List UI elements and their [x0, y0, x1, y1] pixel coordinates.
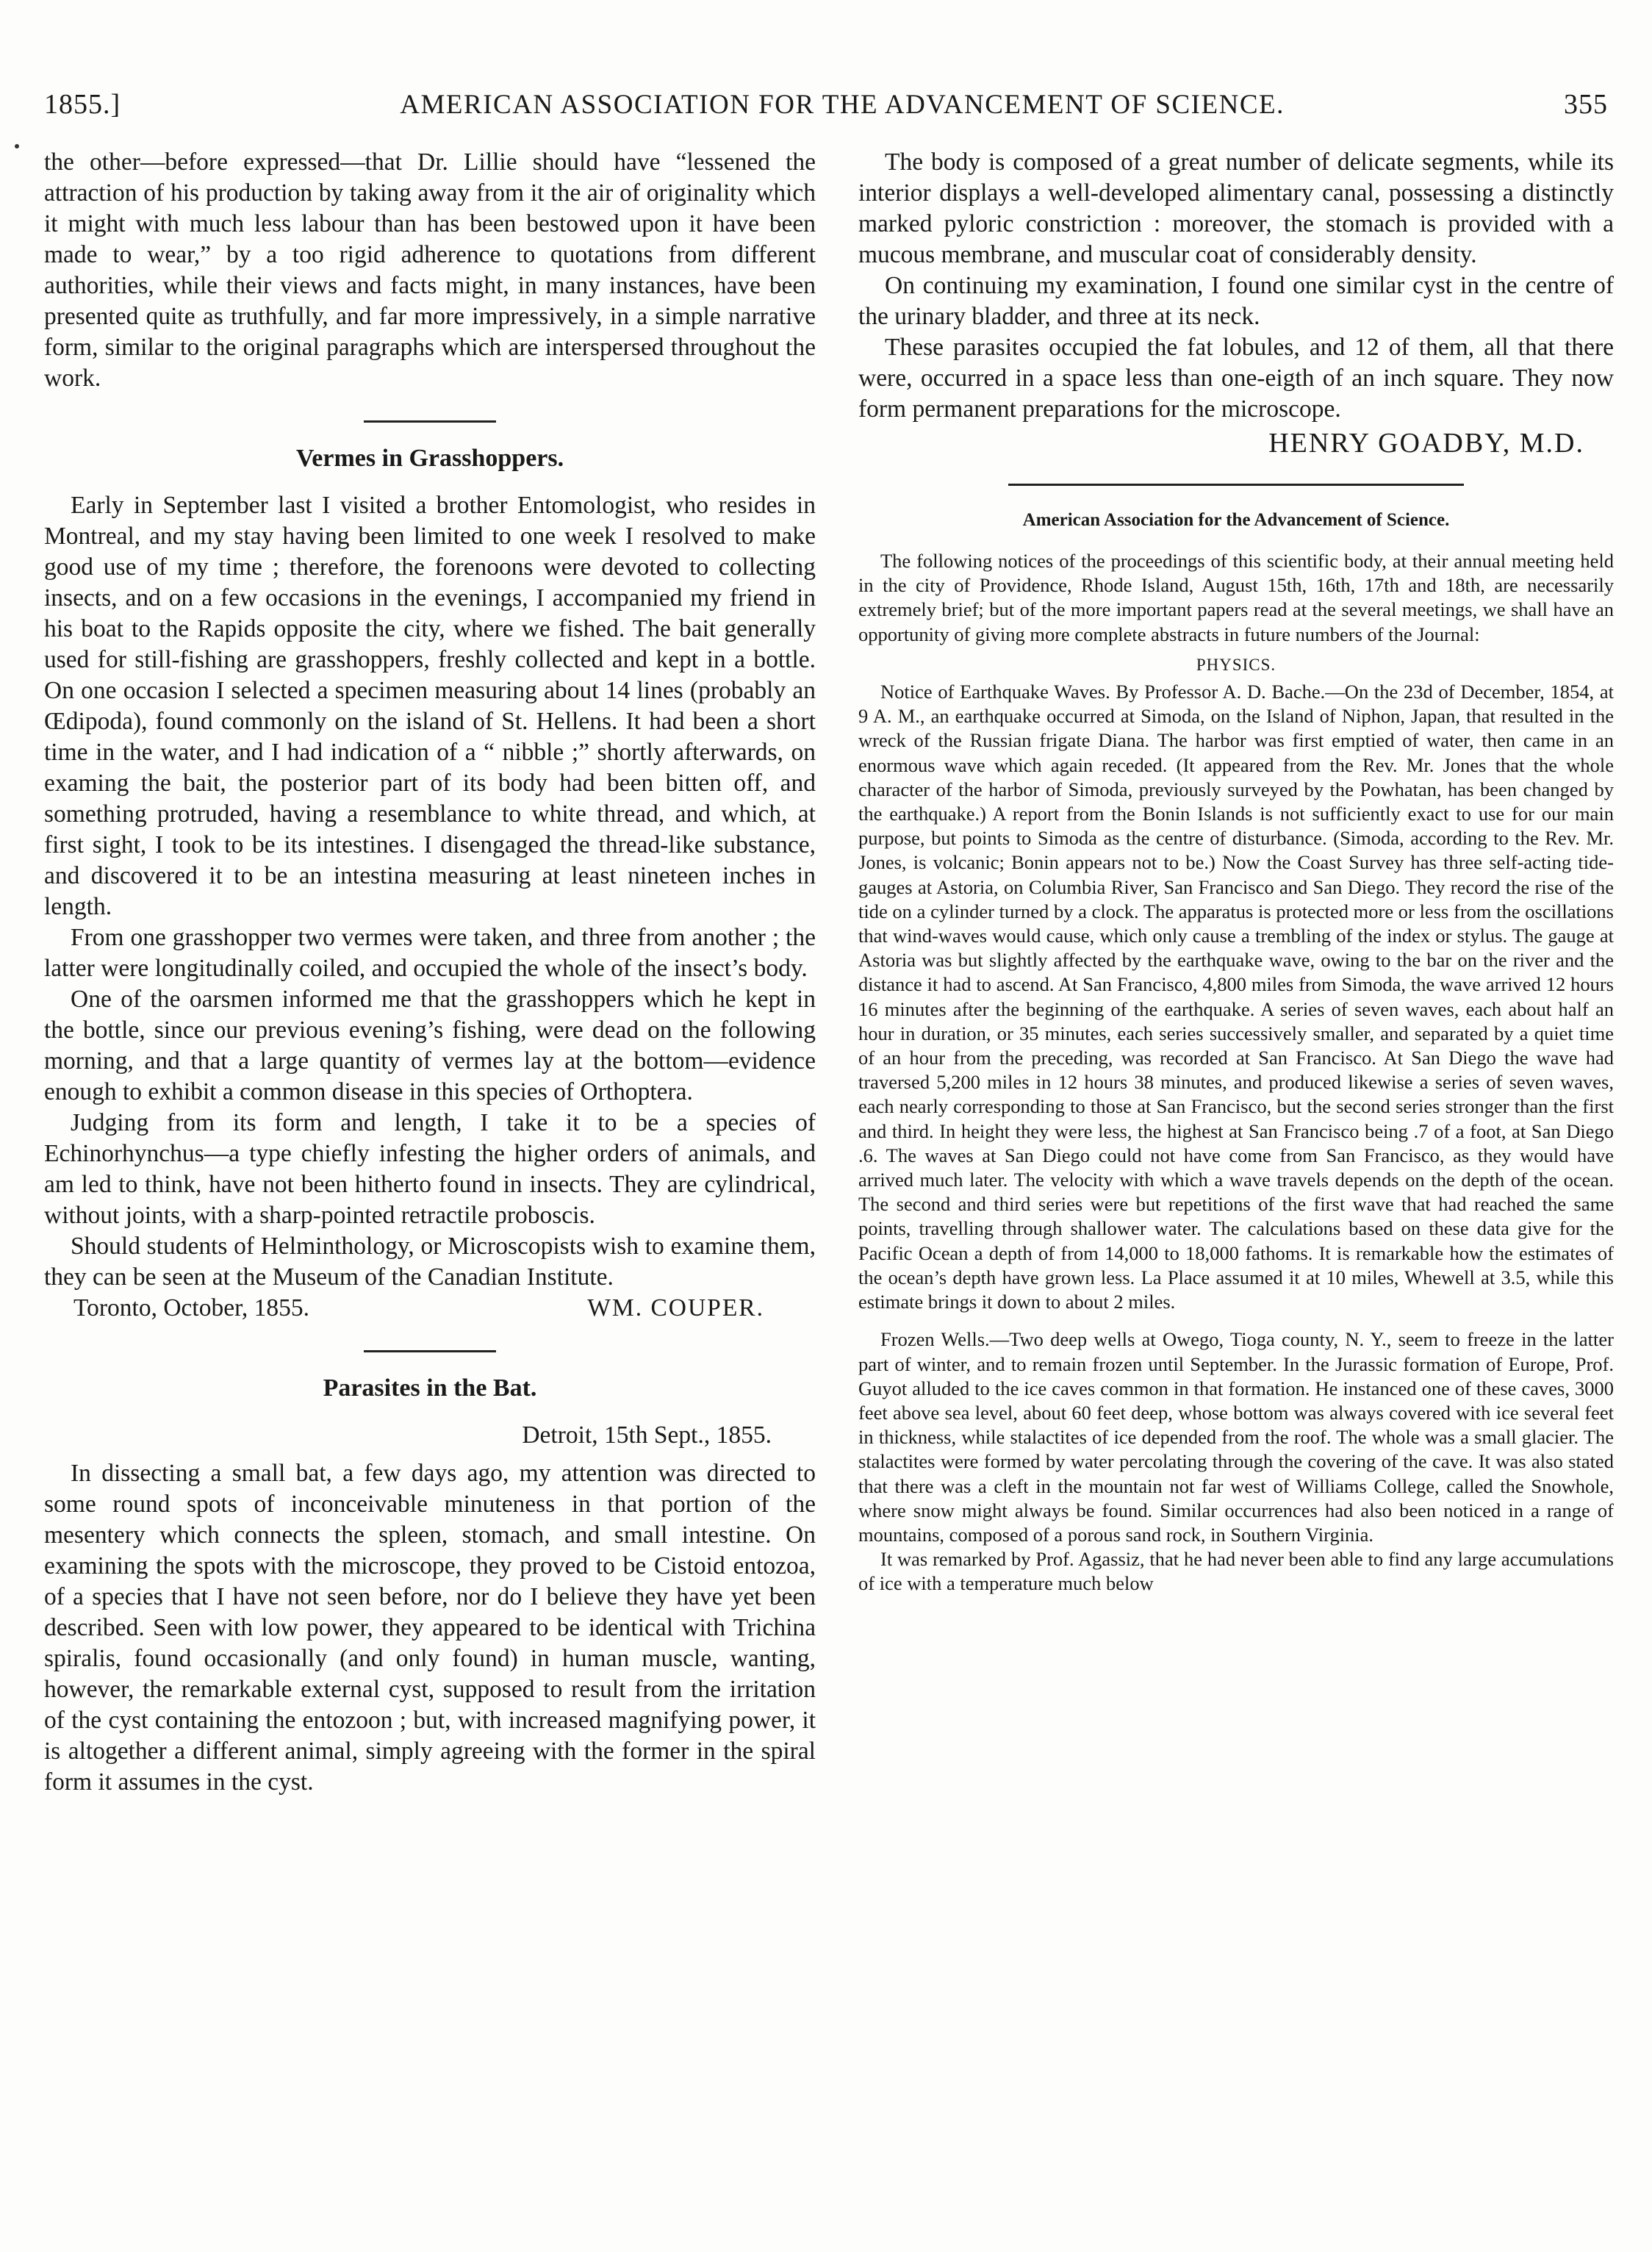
- paragraph: The following notices of the proceedings of this scientific body, at their annual meeting held in the city of Providence, Rhode Island, August 15th, 16th, 17th and 18th, are necessarily extremely brief; but of the more important papers read at the several meetings, we shall have an opportunity of giving more complete abstracts in future numbers of the Journal:: [858, 550, 1614, 645]
- paragraph: Early in September last I visited a brother Entomologist, who resides in Montreal, and my stay having been limited to one week I resolved to make good use of my time ; therefore, the forenoons were devoted to collecting insects, and on a few occasions in the evenings, I accompanied my friend in his boat to the Rapids opposite the city, where we fished. The bait generally used for still-fishing are grasshoppers, freshly collected and kept in a bottle. On one occasion I selected a specimen measuring about 14 lines (probably an Œdipoda), found commonly on the island of St. Hellens. It had been a short time in the water, and I had indication of a “ nibble ;” shortly afterwards, on examing the bait, the posterior part of its body had been bitten off, and something protruded, having a resemblance to white thread, and which, at first sight, I took to be its intestines. I disengaged the thread-like substance, and discovered it to be an intestina measuring at least nineteen inches in length.: [44, 492, 816, 920]
- paragraph: In dissecting a small bat, a few days ago, my attention was directed to some round spots of inconceivable minuteness in that portion of the mesentery which connects the spleen, stomach, and small intestine. On examining the spots with the microscope, they proved to be Cistoid entozoa, of a species that I have not seen before, nor do I believe they have yet been described. Seen with low power, they appeared to be identical with Trichina spiralis, found occasionally (and only found) in human muscle, wanting, however, the remarkable external cyst, supposed to result from the irritation of the cyst containing the entozoon ; but, with increased magnifying power, it is altogether a different animal, simply agreeing with the former in the spiral form it assumes in the cyst.: [44, 1460, 816, 1796]
- paragraph: On continuing my examination, I found one similar cyst in the centre of the urinary bladder, and three at its neck.: [858, 272, 1614, 330]
- signature-place: Toronto, October, 1855.: [73, 1294, 310, 1322]
- left-column: [44, 147, 816, 2223]
- spacer: [858, 1314, 1614, 1327]
- section-heading-bat: Parasites in the Bat.: [323, 1374, 537, 1402]
- dateline: Detroit, 15th Sept., 1855.: [522, 1421, 772, 1449]
- paragraph: One of the oarsmen informed me that the grasshoppers which he kept in the bottle, since our previous evening’s fishing, were dead on the following morning, and that a large quantity of vermes lay at the bottom—evidence enough to exhibit a common disease in this species of Orthoptera.: [44, 986, 816, 1105]
- paragraph: the other—before expressed—that Dr. Lillie should have “lessened the attraction of his production by taking away from it the air of originality which it might with much less labour than has been bestowed upon it have been made to wear,” by a too rigid adherence to quotations from different authorities, while their views and facts might, in many instances, have been presented quite as truthfully, and far more impressively, in a simple narrative form, similar to the original paragraphs which are interspersed throughout the work.: [44, 148, 816, 392]
- section-divider: [1008, 484, 1464, 486]
- header-year: 1855.]: [44, 89, 121, 120]
- signature-line: [44, 1293, 816, 1324]
- paragraph: Notice of Earthquake Waves. By Professor A. D. Bache.—On the 23d of December, 1854, at 9 A. M., an earthquake occurred at Simoda, on the Island of Niphon, Japan, that resulted in the wreck of the Russian frigate Diana. The harbor was first emptied of water, then came in an enormous wave which again receded. (It appeared from the Rev. Mr. Jones that the whole character of the harbor of Simoda, previously surveyed by the Powhatan, has been changed by the earthquake.) A report from the Bonin Islands is not sufficiently exact to use for our main purpose, but points to Simoda as the centre of disturbance. (Simoda, according to the Rev. Mr. Jones, is volcanic; Bonin appears not to be.) Now the Coast Survey has three self-acting tide-gauges at Astoria, on Columbia River, San Francisco and San Diego. They record the rise of the tide on a cylinder turned by a clock. The apparatus is protected more or less from the oscillations that wind-waves would cause, which only cause a trembling of the index or stylus. The gauge at Astoria was but slightly affected by the earthquake wave, owing to the bar on the river and the distance it had to ascend. At San Francisco, 4,800 miles from Simoda, the wave arrived 12 hours 16 minutes after the beginning of the earthquake. A series of seven waves, each about half an hour in duration, or 35 minutes, each series successively smaller, and separated by a quiet time of an hour from the preceding, was recorded at San Francisco. At San Diego the wave had traversed 5,200 miles in 12 hours 38 minutes, and produced likewise a series of seven waves, each nearly corresponding to those at San Francisco, but the second series stronger than the first and third. In height they were less, the highest at San Francisco being .7 of a foot, at San Diego .6. The waves at San Diego could not have come from San Francisco, as they would have arrived much later. The velocity with which a wave travels depends on the depth of the ocean. The second and third series were but repetitions of the first wave that had reached the same points, travelling through shallower water. The calculations based on these data give for the Pacific Ocean a depth of from 14,000 to 18,000 fathoms. It is remarkable how the estimates of the ocean’s depth have grown less. La Place assumed it at 10 miles, Whewell at 3.5, while this estimate brings it down to about 2 miles.: [858, 681, 1614, 1313]
- section-heading-aaas: American Association for the Advancement of Science.: [1022, 510, 1450, 530]
- paragraph: It was remarked by Prof. Agassiz, that he had never been able to find any large accumulations of ice with a temperature much below: [858, 1548, 1614, 1595]
- right-column: [858, 147, 1614, 2223]
- signature-goadby: HENRY GOADBY, M.D.: [1268, 428, 1584, 459]
- page-number: 355: [1564, 89, 1608, 120]
- margin-mark: [15, 144, 19, 148]
- header-title: AMERICAN ASSOCIATION FOR THE ADVANCEMENT OF SCIENCE.: [400, 90, 1285, 120]
- section-divider: [364, 1350, 496, 1352]
- paragraph: These parasites occupied the fat lobules, and 12 of them, all that there were, occurred in a space less than one-eigth of an inch square. They now form permanent preparations for the microscope.: [858, 334, 1614, 423]
- subheading-physics: PHYSICS.: [1196, 655, 1276, 674]
- section-divider: [364, 420, 496, 423]
- signature-name: WM. COUPER.: [587, 1294, 764, 1322]
- paragraph: Judging from its form and length, I take it to be a species of Echinorhynchus—a type chiefly infesting the higher orders of animals, and am led to think, have not been hitherto found in insects. They are cylindrical, without joints, with a sharp-pointed retractile proboscis.: [44, 1109, 816, 1229]
- aaas-notices: [858, 549, 1614, 1596]
- section-heading-vermes: Vermes in Grasshoppers.: [295, 445, 564, 472]
- paragraph: Frozen Wells.—Two deep wells at Owego, Tioga county, N. Y., seem to freeze in the latter part of winter, and to remain frozen until September. In the Jurassic formation of Europe, Prof. Guyot alluded to the ice caves common in that formation. He instanced one of these caves, 3000 feet above sea level, about 60 feet deep, whose bottom was always covered with ice several feet in thickness, while stalactites of ice depended from the roof. The whole was a small glacier. The stalactites were formed by water percolating through the covering of the cave. It was also stated that there was a cleft in the mountain not far west of Williams College, called the Snowhole, where snow might always be found. Similar occurrences had also been noticed in a range of mountains, composed of a porous sand rock, in Southern Virginia.: [858, 1328, 1614, 1546]
- paragraph: The body is composed of a great number of delicate segments, while its interior displays a well-developed alimentary canal, possessing a distinctly marked pyloric constriction : moreover, the stomach is provided with a mucous membrane, and muscular coat of considerably density.: [858, 148, 1614, 268]
- running-header: [44, 88, 1608, 132]
- paragraph: Should students of Helminthology, or Microscopists wish to examine them, they can be seen at the Museum of the Canadian Institute.: [44, 1233, 816, 1291]
- paragraph: From one grasshopper two vermes were taken, and three from another ; the latter were longitudinally coiled, and occupied the whole of the insect’s body.: [44, 924, 816, 982]
